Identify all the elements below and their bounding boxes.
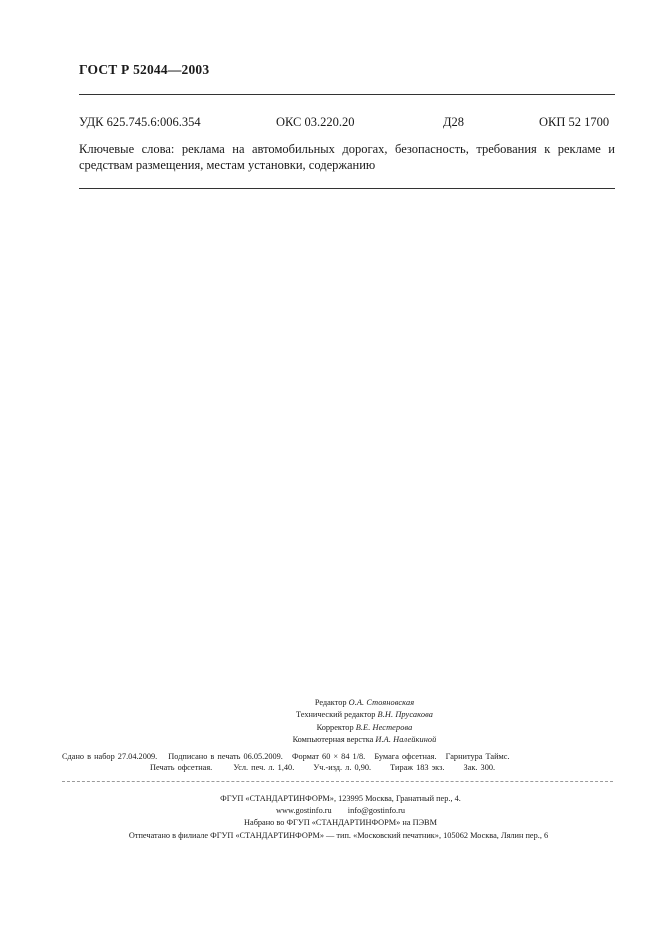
printed-sheets: Усл. печ. л. 1,40. <box>233 763 295 772</box>
print-format: Формат 60 × 84 <box>291 752 350 761</box>
corrector-name: В.Е. Нестерова <box>355 722 413 732</box>
typeset-note: Набрано во ФГУП «СТАНДАРТИНФОРМ» на ПЭВМ <box>244 818 437 828</box>
okp-code: ОКП 52 1700 <box>539 115 610 129</box>
print-method: Печать офсетная. <box>150 763 213 772</box>
top-divider <box>79 94 615 95</box>
credit-editor <box>34 697 661 709</box>
edition-sheets: Уч.-изд. л. 0,90. <box>313 763 372 772</box>
website: www.gostinfo.ru <box>276 806 332 816</box>
format-fraction: 1/8. <box>352 752 366 761</box>
publisher-address: ФГУП «СТАНДАРТИНФОРМ», 123995 Москва, Гранатный пер., 4. <box>220 794 461 803</box>
credit-tech-editor <box>34 709 661 721</box>
contact-line <box>10 805 661 817</box>
keywords-label: Ключевые слова: <box>79 142 175 156</box>
typeface: Гарнитура Таймс. <box>445 752 510 761</box>
document-title: ГОСТ Р 52044—2003 <box>79 62 210 77</box>
tech-editor-name: В.Н. Прусакова <box>377 710 433 720</box>
publishing-line-2 <box>150 763 610 772</box>
keywords-divider <box>79 188 615 189</box>
tech-editor-label: Технический редактор <box>296 710 376 720</box>
printed-note: Отпечатано в филиале ФГУП «СТАНДАРТИНФОРМ» — тип. «Московский печатник», 105062 Москва, Лялин пер., 6 <box>128 830 549 840</box>
oks-code: ОКС 03.220.20 <box>276 115 355 129</box>
group-code: Д28 <box>443 115 465 129</box>
print-run: Тираж 183 экз. <box>390 763 445 772</box>
submitted-date: Сдано в набор 27.04.2009. <box>62 752 158 761</box>
editor-label: Редактор <box>314 698 347 707</box>
imprint-block <box>0 793 661 842</box>
layout-name: И.А. Налейкиной <box>375 734 437 744</box>
publishing-line-1 <box>62 752 622 761</box>
email: info@gostinfo.ru <box>347 806 405 816</box>
keywords-text: реклама на автомобильных дорогах, безопасность, требования к рекламе и средствам размещения, местам установки, содержанию <box>79 142 616 172</box>
credits-block <box>0 697 661 746</box>
credit-layout <box>34 734 661 746</box>
order-number: Зак. 300. <box>463 763 496 772</box>
paper-type: Бумага офсетная. <box>374 752 437 761</box>
credit-corrector <box>34 722 661 734</box>
corrector-label: Корректор <box>316 722 354 732</box>
imprint-divider <box>62 781 613 782</box>
udk-code: УДК 625.745.6:006.354 <box>79 115 201 129</box>
signed-date: Подписано в печать 06.05.2009. <box>168 752 283 761</box>
keywords-paragraph <box>79 141 615 173</box>
layout-label: Компьютерная верстка <box>292 734 374 744</box>
editor-name: О.А. Стояновская <box>348 698 415 707</box>
